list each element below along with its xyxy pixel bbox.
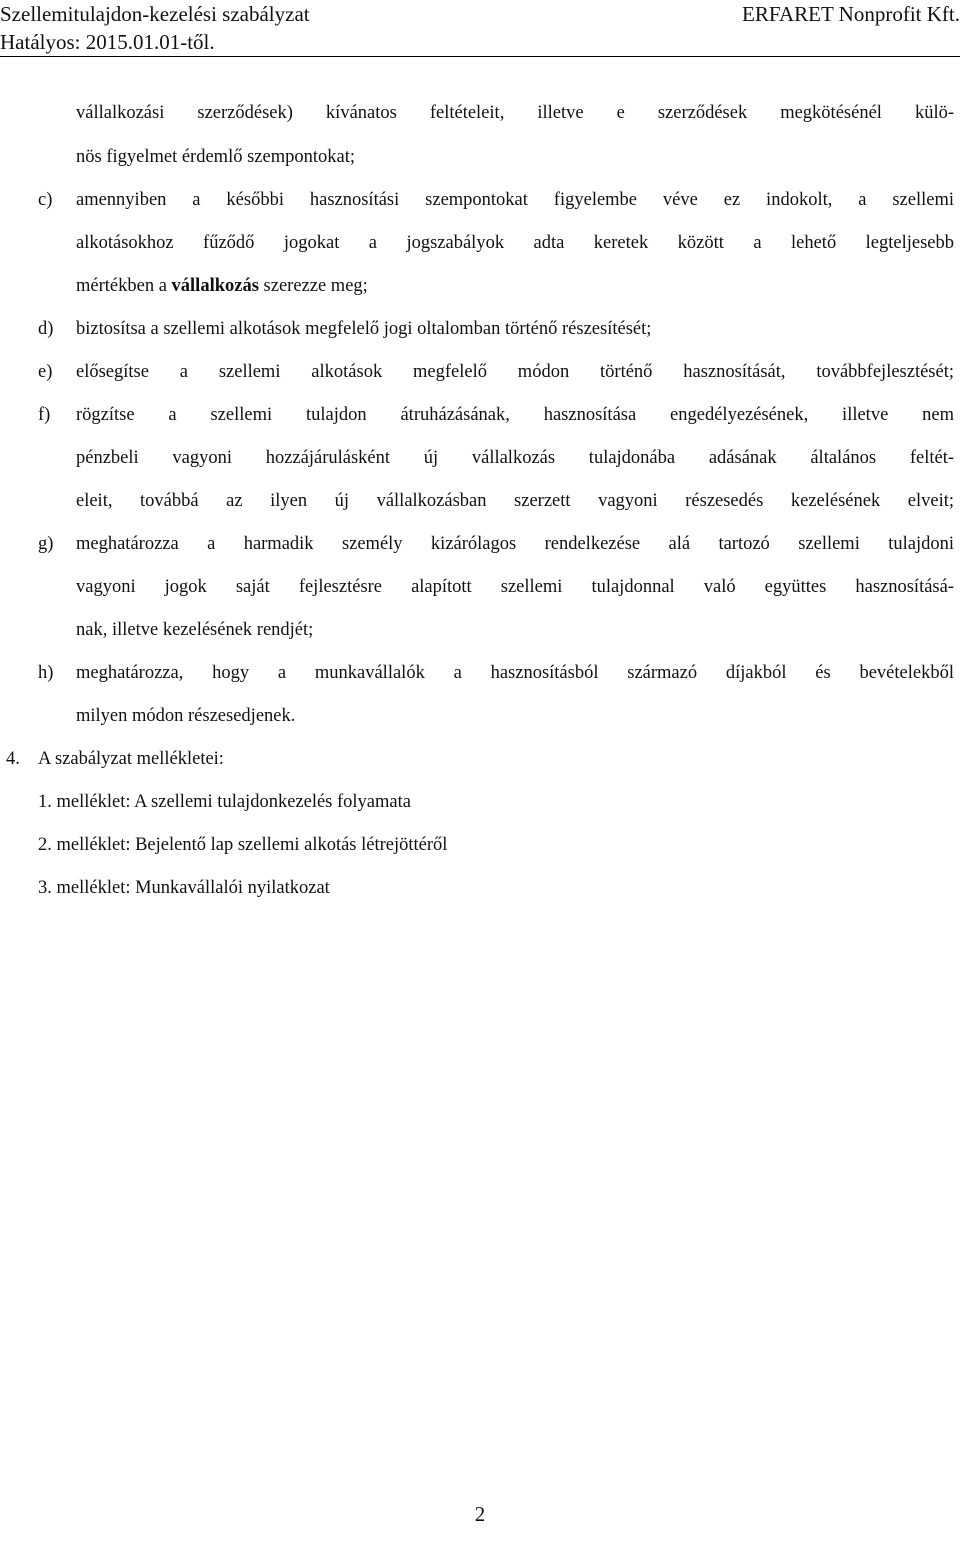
annex-item: 2. melléklet: Bejelentő lap szellemi alkotás létrejöttéről <box>38 835 448 855</box>
text-line: eleit, továbbá az ilyen új vállalkozásban szerzett vagyoni részesedés kezelésének elveit; <box>76 491 954 511</box>
list-label-f: f) <box>38 405 51 425</box>
text-line: meghatározza, hogy a munkavállalók a hasznosításból származó díjakból és bevételekből <box>76 663 954 683</box>
document-title: Szellemitulajdon-kezelési szabályzat <box>0 2 310 26</box>
annex-item: 3. melléklet: Munkavállalói nyilatkozat <box>38 878 330 898</box>
text-line: amennyiben a későbbi hasznosítási szempontokat figyelembe véve ez indokolt, a szellemi <box>76 190 954 210</box>
text-line: vállalkozási szerződések) kívánatos feltételeit, illetve e szerződések megkötésénél külö- <box>76 103 954 123</box>
section-number: 4. <box>6 749 20 769</box>
text-line: rögzítse a szellemi tulajdon átruházásának, hasznosítása engedélyezésének, illetve nem <box>76 405 954 425</box>
list-label-c: c) <box>38 190 53 210</box>
page-header <box>0 0 960 56</box>
list-label-e: e) <box>38 362 53 382</box>
text-line: nak, illetve kezelésének rendjét; <box>76 620 314 640</box>
annex-item: 1. melléklet: A szellemi tulajdonkezelés folyamata <box>38 792 411 812</box>
company-name: ERFARET Nonprofit Kft. <box>742 2 960 26</box>
list-label-d: d) <box>38 319 54 339</box>
list-label-g: g) <box>38 534 54 554</box>
page-number: 2 <box>474 1502 486 1526</box>
header-divider <box>0 56 960 57</box>
text-line: alkotásokhoz fűződő jogokat a jogszabályok adta keretek között a lehető legteljesebb <box>76 233 954 253</box>
text-line: meghatározza a harmadik személy kizárólagos rendelkezése alá tartozó szellemi tulajdoni <box>76 534 954 554</box>
text-line: vagyoni jogok saját fejlesztésre alapított szellemi tulajdonnal való együttes hasznosításá- <box>76 577 954 597</box>
text-line: biztosítsa a szellemi alkotások megfelelő jogi oltalomban történő részesítését; <box>76 319 652 339</box>
text-span: mértékben a <box>76 276 172 296</box>
section-heading: A szabályzat mellékletei: <box>38 749 224 769</box>
text-line: nös figyelmet érdemlő szempontokat; <box>76 147 355 167</box>
text-line <box>76 274 368 298</box>
text-line: elősegítse a szellemi alkotások megfelelő módon történő hasznosítását, továbbfejlesztését; <box>76 362 954 382</box>
bold-term: vállalkozás <box>171 276 259 296</box>
effective-date: Hatályos: 2015.01.01-től. <box>0 30 215 54</box>
text-line: pénzbeli vagyoni hozzájárulásként új vállalkozás tulajdonába adásának általános feltét- <box>76 448 954 468</box>
text-line: milyen módon részesedjenek. <box>76 706 296 726</box>
list-label-h: h) <box>38 663 54 683</box>
text-span: szerezze meg; <box>258 276 368 296</box>
